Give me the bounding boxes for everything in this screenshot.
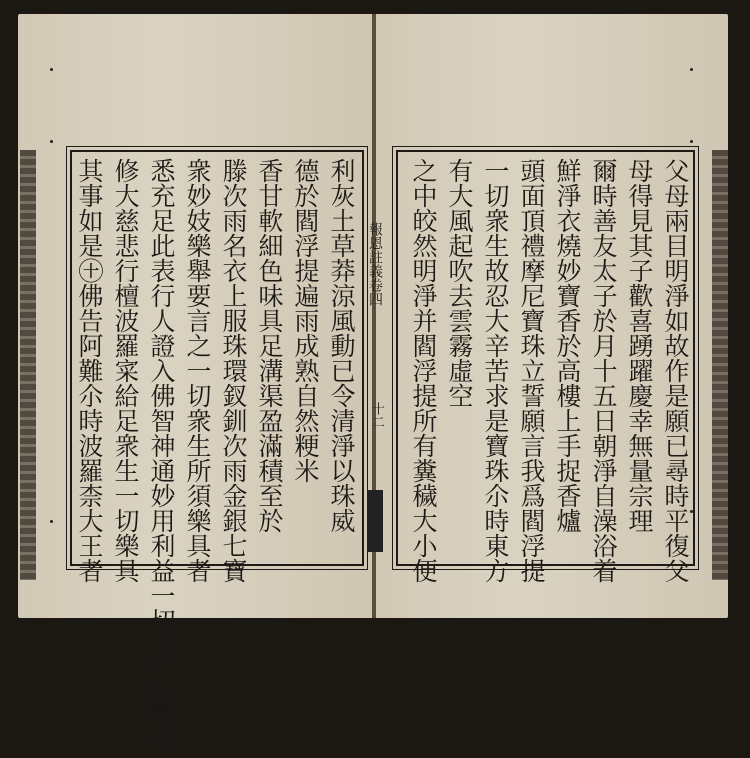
- binding-hole: [690, 140, 693, 143]
- binding-hole: [50, 140, 53, 143]
- text-column: 香甘軟細色味具足溝渠盈滿積至於: [255, 158, 284, 533]
- text-column: 其事如是㊉佛告阿難尒時波羅柰大王者: [75, 158, 104, 583]
- text-column: 利灰土草莽涼風動已令清淨以珠威: [327, 158, 356, 533]
- text-column: 之中皎然明淨并閻浮提所有糞穢大小便: [409, 158, 438, 583]
- right-edge-bleed: [712, 150, 728, 580]
- binding-hole: [50, 68, 53, 71]
- left-text-frame: [70, 150, 364, 758]
- right-text-frame: [396, 150, 695, 583]
- text-column: 爾時善友太子於月十五日朝淨自澡浴着: [589, 158, 618, 583]
- text-column: 滕次雨名衣上服珠環釵釧次雨金銀七寶: [219, 158, 248, 583]
- folio-number: 十二: [369, 402, 384, 428]
- text-column: 頭面頂禮摩尼寶珠立誓願言我爲閻浮提: [517, 158, 546, 583]
- text-column: 衆妙妓樂舉要言之一切衆生所須樂具者: [183, 158, 212, 583]
- text-column: 一切衆生故忍大辛苦求是寶珠尒時東方: [481, 158, 510, 583]
- text-column: 母得見其子歡喜踴躍慶幸無量宗理: [625, 158, 654, 533]
- text-column: 德於閻浮提遍雨成熟自然粳米: [291, 158, 320, 483]
- binding-hole: [50, 520, 53, 523]
- text-column: 鮮淨衣燒妙寶香於高樓上手捉香爐: [553, 158, 582, 533]
- text-column: 有大風起吹去雲霧虛空: [445, 158, 474, 408]
- black-fishtail-mark: [367, 490, 383, 552]
- binding-hole: [690, 68, 693, 71]
- left-edge-bleed: [20, 150, 36, 580]
- text-column: 父母兩目明淨如故作是願已尋時平復父: [661, 158, 690, 583]
- text-column: 悉充足此表行人證入佛智神通妙用利益一切有情故菩薩: [147, 158, 176, 758]
- margin-title: 報恩註義卷四: [367, 222, 383, 306]
- text-column: 修大慈悲行檀波羅寀給足衆生一切樂具: [111, 158, 140, 583]
